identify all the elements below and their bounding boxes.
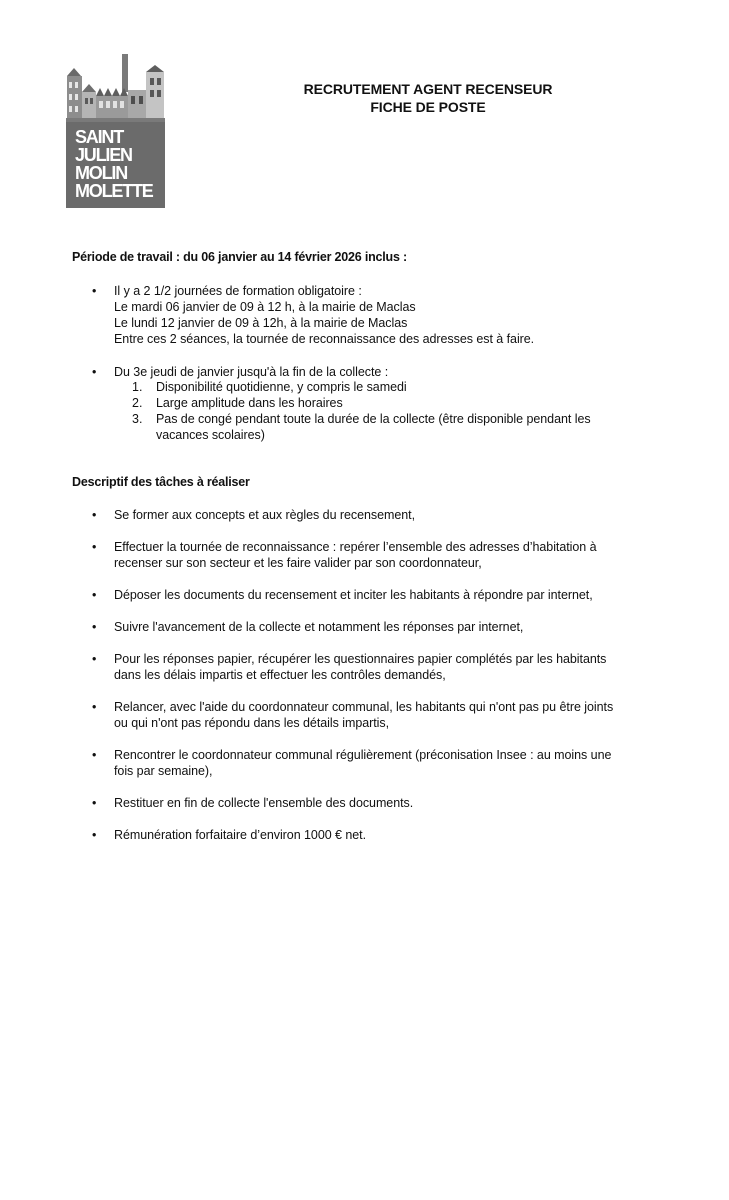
collecte-item: Large amplitude dans les horaires [156, 396, 343, 410]
bullet-icon: • [92, 284, 97, 298]
task-item: Relancer, avec l'aide du coordonnateur communal, les habitants qui n'ont pas pu être joints [114, 700, 614, 714]
bullet-icon: • [92, 828, 97, 842]
collecte-item-continued: vacances scolaires) [156, 428, 265, 442]
bullet-icon: • [92, 588, 97, 602]
formation-line: Entre ces 2 séances, la tournée de reconnaissance des adresses est à faire. [114, 332, 535, 346]
formation-line: Le mardi 06 janvier de 09 à 12 h, à la mairie de Maclas [114, 300, 416, 314]
bullet-icon: • [92, 540, 97, 554]
list-number: 3. [132, 412, 143, 426]
logo-text-line4: MOLETTE [75, 181, 153, 201]
collecte-intro: Du 3e jeudi de janvier jusqu'à la fin de la collecte : [114, 365, 389, 379]
document-subtitle: FICHE DE POSTE [370, 99, 486, 115]
task-item: Rémunération forfaitaire d’environ 1000 € net. [114, 828, 367, 842]
bullet-icon: • [92, 796, 97, 810]
collecte-item: Pas de congé pendant toute la durée de la collecte (être disponible pendant les [156, 412, 591, 426]
bullet-icon: • [92, 620, 97, 634]
bullet-icon: • [92, 748, 97, 762]
saint-julien-molin-molette-logo [66, 54, 165, 208]
periode-heading: Période de travail : du 06 janvier au 14 février 2026 inclus : [72, 250, 407, 264]
taches-heading: Descriptif des tâches à réaliser [72, 475, 250, 489]
task-item: Pour les réponses papier, récupérer les questionnaires papier complétés par les habitants [114, 652, 607, 666]
formation-intro: Il y a 2 1/2 journées de formation obligatoire : [114, 284, 362, 298]
document-title-block [255, 80, 601, 116]
task-item: Effectuer la tournée de reconnaissance : repérer l’ensemble des adresses d’habitation à [114, 540, 597, 554]
bullet-icon: • [92, 508, 97, 522]
formation-line: Le lundi 12 janvier de 09 à 12h, à la mairie de Maclas [114, 316, 408, 330]
task-item: Se former aux concepts et aux règles du recensement, [114, 508, 416, 522]
task-item-continued: ou qui n'ont pas répondu dans les détails impartis, [114, 716, 390, 730]
document-title: RECRUTEMENT AGENT RECENSEUR [303, 81, 553, 97]
logo-text-line2: JULIEN [75, 145, 132, 165]
task-item-continued: recenser sur son secteur et les faire valider par son coordonnateur, [114, 556, 482, 570]
task-item-continued: dans les délais impartis et effectuer les contrôles demandés, [114, 668, 446, 682]
list-number: 2. [132, 396, 143, 410]
task-item: Rencontrer le coordonnateur communal régulièrement (préconisation Insee : au moins une [114, 748, 612, 762]
list-number: 1. [132, 380, 143, 394]
buildings-illustration [66, 54, 165, 123]
bullet-icon: • [92, 365, 97, 379]
logo-text-line1: SAINT [75, 127, 124, 147]
collecte-item: Disponibilité quotidienne, y compris le samedi [156, 380, 407, 394]
task-item: Suivre l'avancement de la collecte et notamment les réponses par internet, [114, 620, 524, 634]
bullet-icon: • [92, 700, 97, 714]
bullet-icon: • [92, 652, 97, 666]
task-item: Restituer en fin de collecte l'ensemble des documents. [114, 796, 414, 810]
task-item-continued: fois par semaine), [114, 764, 213, 778]
logo-text-line3: MOLIN [75, 163, 127, 183]
task-item: Déposer les documents du recensement et inciter les habitants à répondre par internet, [114, 588, 593, 602]
